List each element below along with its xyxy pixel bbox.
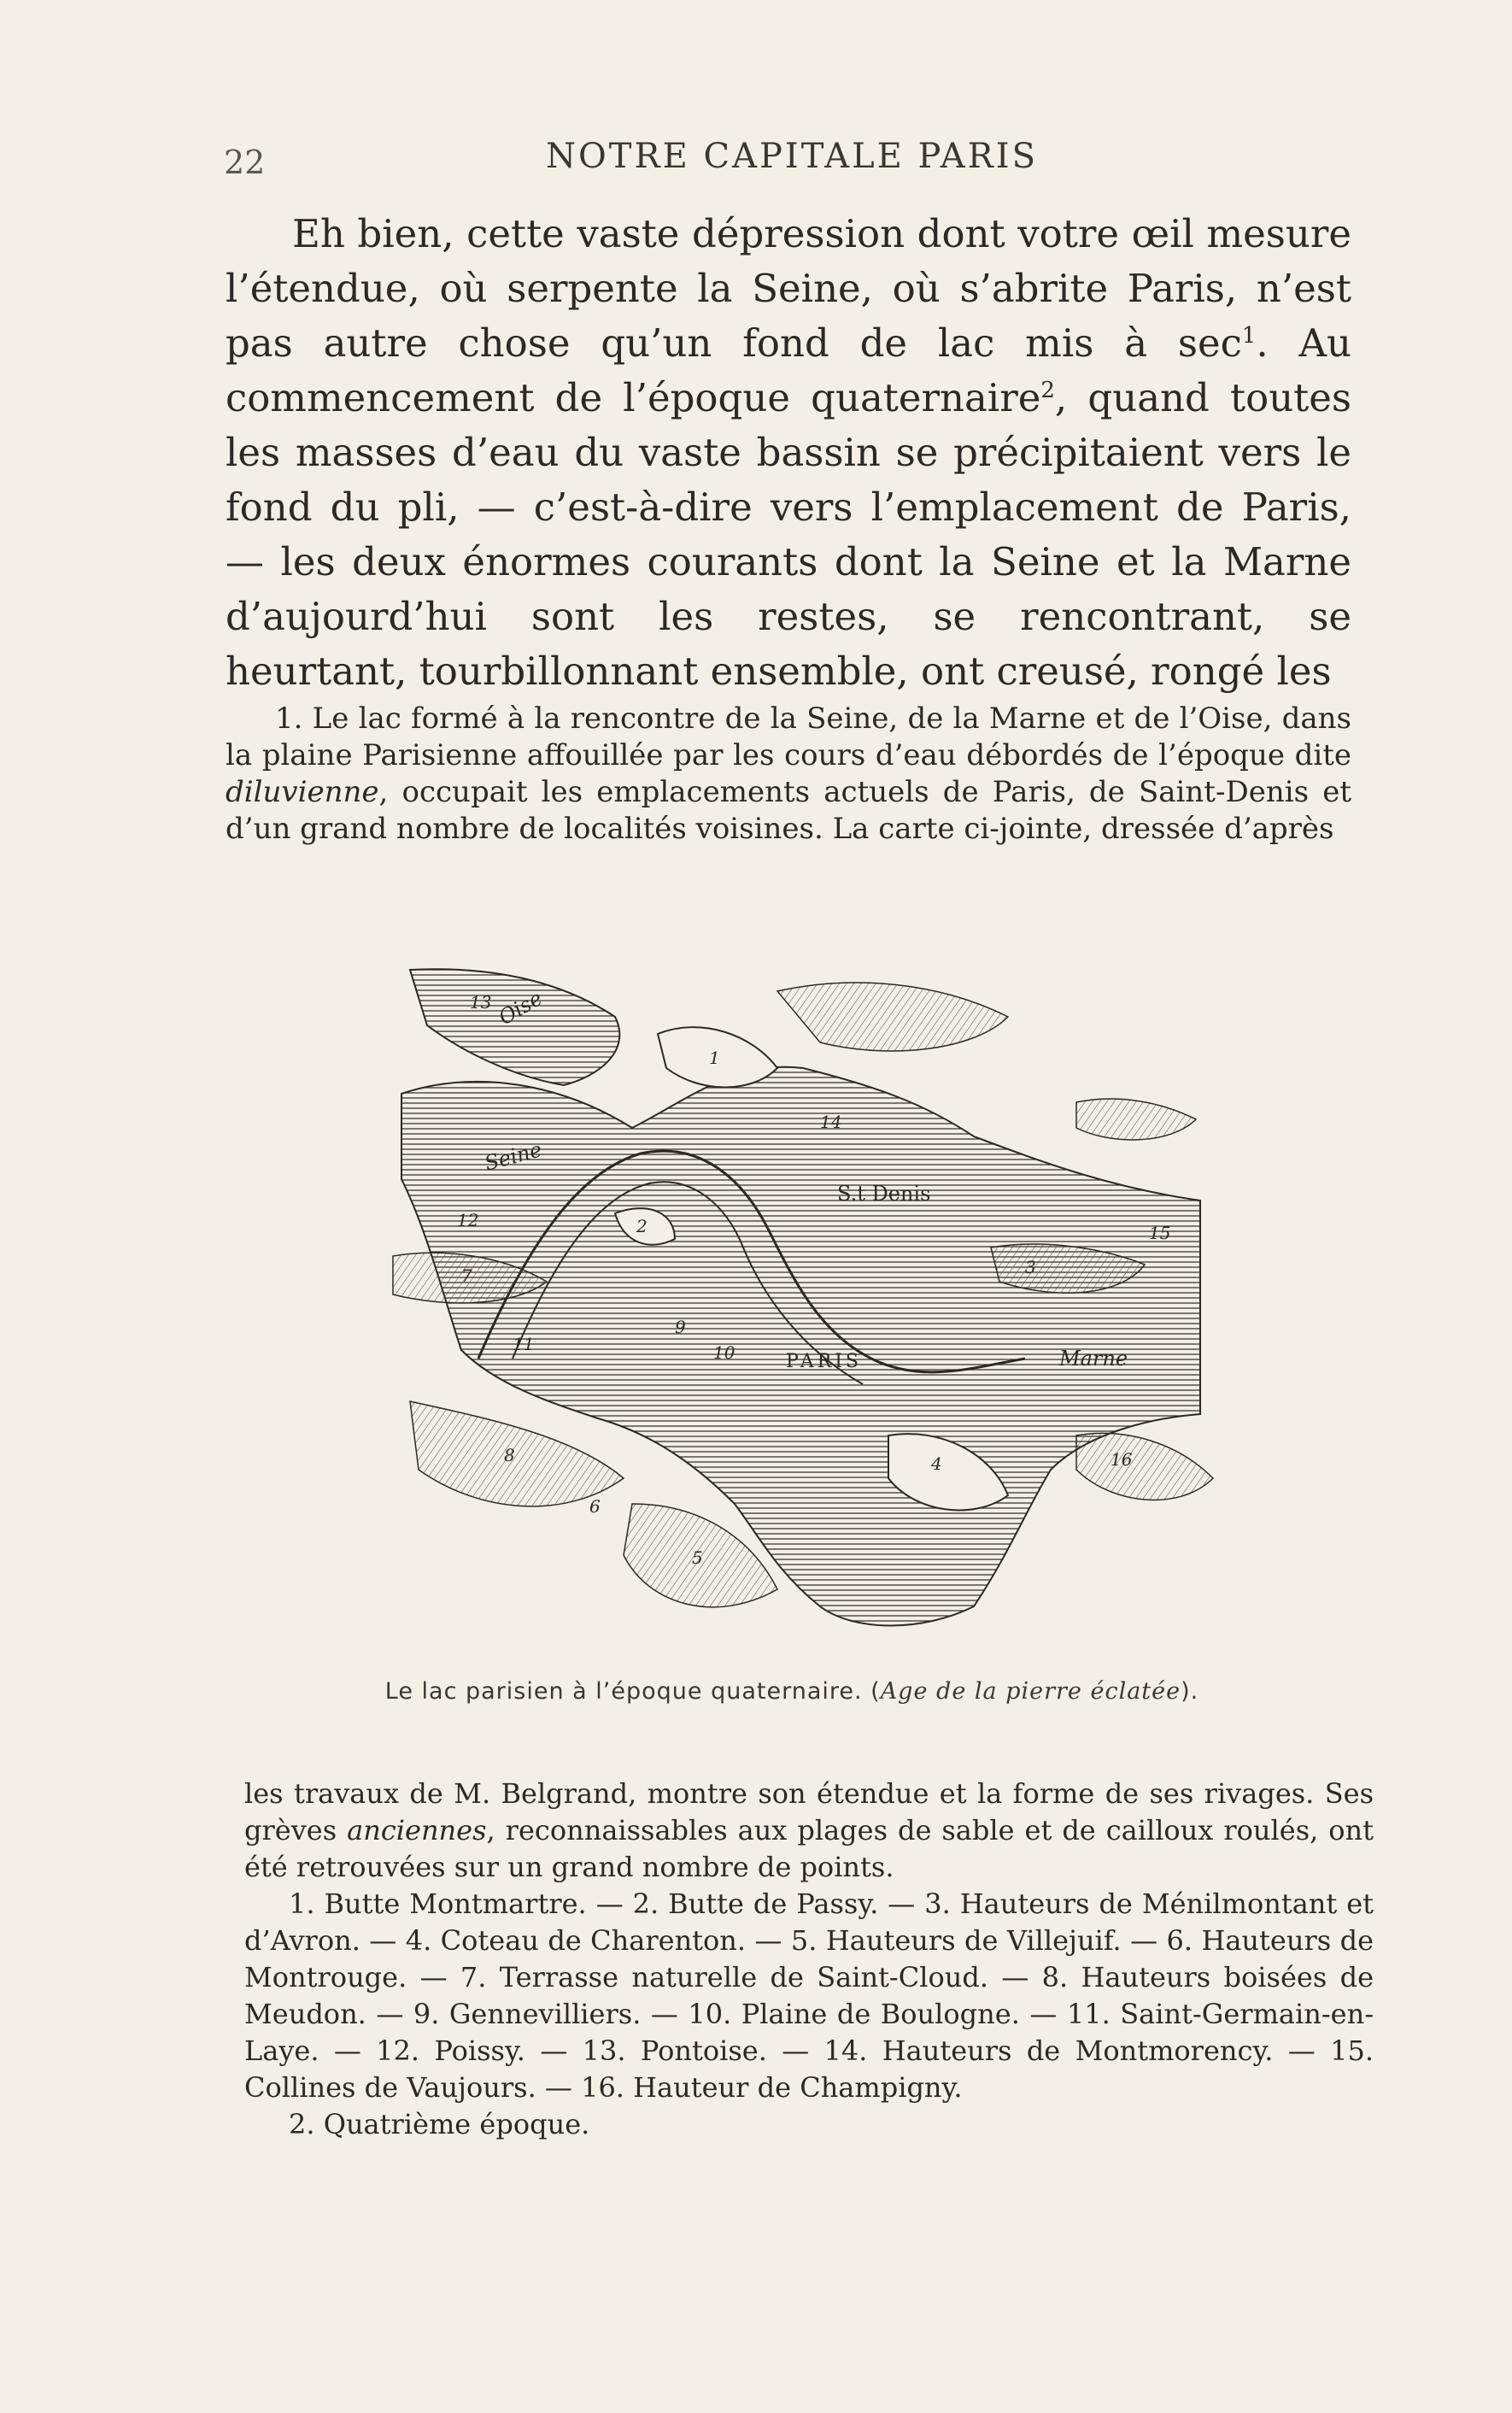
footnote-continuation: [244, 1776, 1374, 2143]
hill-montmorency: [777, 983, 1008, 1051]
caption-italic: Age de la pierre éclatée: [880, 1678, 1181, 1705]
continuation-text-a: les travaux de M. Belgrand, montre son étendue et la forme de ses rivages. Ses grèves: [244, 1777, 1374, 1846]
page-number: 22: [224, 144, 266, 181]
map-number-8: 8: [504, 1445, 515, 1465]
map-illustration: [376, 957, 1230, 1658]
quaternary-lake-map: [376, 957, 1230, 1658]
label-saint-denis: S.t Denis: [837, 1182, 931, 1206]
map-caption: [224, 1678, 1360, 1705]
hill-champigny: [1076, 1433, 1213, 1500]
map-number-7: 7: [461, 1265, 472, 1286]
page-header: [224, 137, 1360, 188]
caption-end: ).: [1181, 1678, 1199, 1705]
map-number-11: 11: [513, 1334, 535, 1354]
footnote-1-continued: [244, 1776, 1374, 1886]
map-legend: 1. Butte Montmartre. — 2. Butte de Passy. — 3. Hauteurs de Ménilmontant et d’Avron. — 4. Coteau de Charenton. — 5. Hauteurs de Villejuif. — 6. Hauteurs de Montrouge. — 7. Terrasse naturelle de Saint-Cloud. — 8. Hauteurs boisées de Meudon. — 9. Gennevilliers. — 10. Plaine de Boulogne. — 11. Saint-Germain-en-Laye. — 12. Poissy. — 13. Pontoise. — 14. Hauteurs de Montmorency. — 15. Collines de Vaujours. — 16. Hauteur de Champigny.: [244, 1888, 1374, 2104]
footnote-1-italic: diluvienne: [226, 775, 379, 809]
main-paragraph: [226, 207, 1351, 699]
paragraph-text-1: Eh bien, cette vaste dépression dont votre œil mesure l’étendue, où serpente la Seine, où s’abrite Paris, n’est pas autre chose qu’un fond de lac mis à sec: [226, 211, 1351, 366]
label-marne: Marne: [1059, 1347, 1128, 1371]
main-text: [226, 207, 1351, 699]
running-title: NOTRE CAPITALE PARIS: [545, 137, 1038, 176]
map-number-9: 9: [675, 1317, 686, 1337]
label-oise: Oise: [495, 986, 547, 1030]
hill-vaujours: [1076, 1099, 1196, 1140]
footnote-1: [226, 701, 1351, 848]
oise-channel: [410, 969, 619, 1085]
label-paris: PARIS: [786, 1351, 862, 1372]
continuation-italic: anciennes: [347, 1814, 487, 1846]
map-number-5: 5: [692, 1547, 703, 1568]
map-number-14: 14: [820, 1112, 842, 1132]
footnote-1-paragraph: [226, 701, 1351, 848]
map-number-2: 2: [636, 1216, 648, 1236]
map-number-3: 3: [1025, 1257, 1036, 1277]
paragraph-text-2: . Au commencement de l’époque quaternaire: [226, 320, 1351, 420]
paragraph-text-3: , quand toutes les masses d’eau du vaste bassin se précipitaient vers le fond du pli, — c’est-à-dire vers l’emplacement de Paris, — les deux énormes courants dont la Seine et la Marne d’aujourd’hui sont les restes, se rencontrant, se heurtant, tourbillonnant ensemble, ont creusé, rongé les: [226, 375, 1351, 694]
footnote-1-text-a: 1. Le lac formé à la rencontre de la Seine, de la Marne et de l’Oise, dans la plaine Parisienne affouillée par les cours d’eau débordés de l’époque dite: [226, 702, 1351, 772]
footnote-ref-2: 2: [1040, 378, 1055, 403]
map-number-12: 12: [457, 1210, 479, 1230]
footnote-1-text-b: , occupait les emplacements actuels de Paris, de Saint-Denis et d’un grand nombre de localités voisines. La carte ci-jointe, dressée d’après: [226, 775, 1351, 846]
map-number-16: 16: [1111, 1449, 1133, 1470]
label-seine: Seine: [482, 1137, 545, 1176]
map-number-1: 1: [709, 1048, 720, 1068]
map-number-4: 4: [931, 1453, 942, 1474]
map-number-10: 10: [713, 1342, 735, 1363]
map-number-13: 13: [470, 992, 492, 1013]
map-number-6: 6: [589, 1496, 601, 1517]
caption-text: Le lac parisien à l’époque quaternaire. (: [384, 1678, 881, 1705]
continuation-text-b: , reconnaissables aux plages de sable et de cailloux roulés, ont été retrouvées sur un grand nombre de points.: [244, 1814, 1374, 1883]
footnote-2: 2. Quatrième époque.: [289, 2108, 590, 2140]
footnote-ref-1: 1: [1241, 323, 1257, 349]
map-number-15: 15: [1149, 1223, 1171, 1243]
